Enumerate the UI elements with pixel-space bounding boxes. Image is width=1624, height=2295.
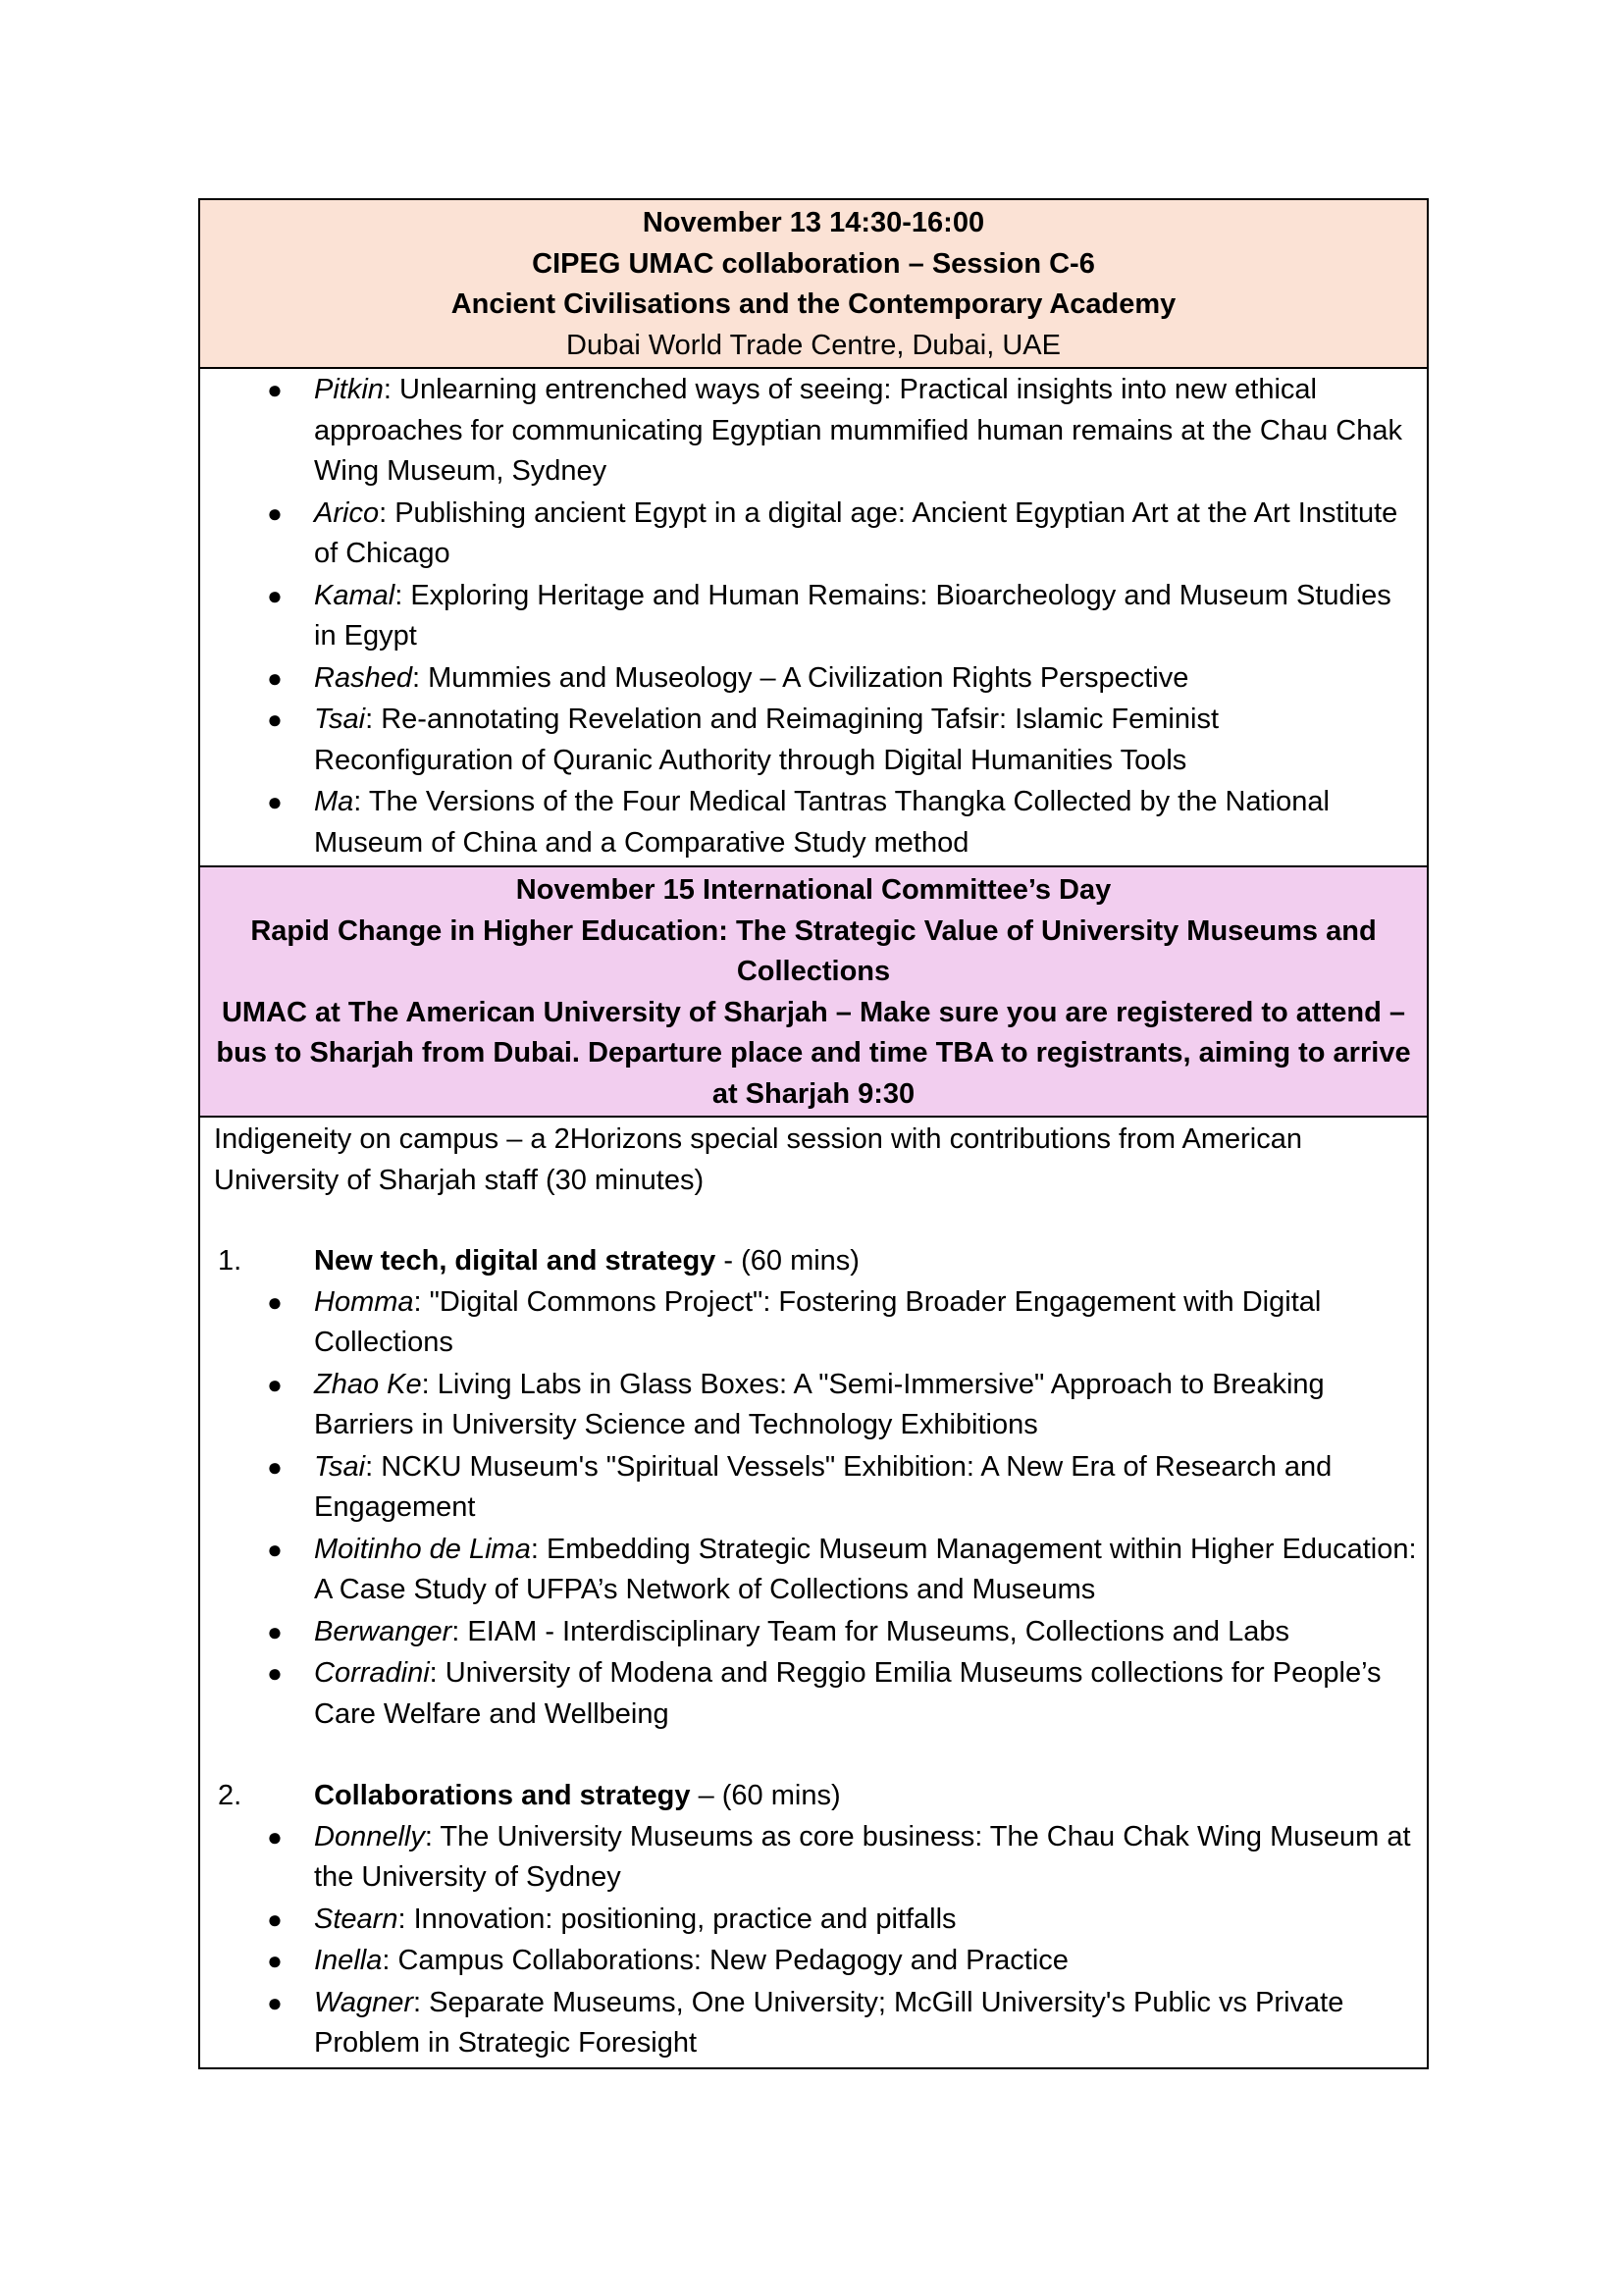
talk-speaker: Donnelly bbox=[314, 1820, 425, 1852]
talk-item bbox=[214, 1653, 1419, 1735]
talk-title: : Living Labs in Glass Boxes: A "Semi-Immersive" Approach to Breaking Barriers in University Science and Technology Exhibitions bbox=[314, 1368, 1325, 1440]
talk-speaker: Arico bbox=[314, 496, 380, 529]
session2-logistics: UMAC at The American University of Sharjah – Make sure you are registered to attend – bus to Sharjah from Dubai. Departure place and time TBA to registrants, aiming to arrive at Sharjah 9:30 bbox=[216, 996, 1411, 1110]
section2-talk-list bbox=[214, 1817, 1419, 2064]
talk-speaker: Homma bbox=[314, 1285, 414, 1318]
talk-title: : The Versions of the Four Medical Tantras Thangka Collected by the National Museum of China and a Comparative Study method bbox=[314, 786, 1330, 859]
session1-body bbox=[200, 369, 1427, 867]
section1-talk-list bbox=[214, 1282, 1419, 1736]
talk-item bbox=[214, 782, 1419, 863]
bullet-icon: ● bbox=[267, 1451, 283, 1482]
section-duration: - (60 mins) bbox=[715, 1245, 860, 1277]
talk-title: : Innovation: positioning, practice and pitfalls bbox=[397, 1903, 957, 1935]
session2-body bbox=[200, 1118, 1427, 2067]
section-number: 1. bbox=[218, 1245, 242, 1277]
talk-title: : University of Modena and Reggio Emilia Museums collections for People’s Care Welfare and Wellbeing bbox=[314, 1657, 1382, 1730]
talk-title: : Publishing ancient Egypt in a digital age: Ancient Egyptian Art at the Art Institute of Chicago bbox=[314, 496, 1398, 569]
section-heading bbox=[214, 1776, 1419, 1817]
session1-subtitle: Ancient Civilisations and the Contemporary Academy bbox=[450, 288, 1177, 320]
session1-header bbox=[200, 200, 1427, 369]
bullet-icon: ● bbox=[267, 662, 283, 693]
talk-item bbox=[214, 1365, 1419, 1446]
bullet-icon: ● bbox=[267, 375, 283, 404]
section-title: New tech, digital and strategy bbox=[314, 1245, 716, 1277]
bullet-icon: ● bbox=[267, 1946, 283, 1975]
section-heading bbox=[214, 1241, 1419, 1282]
talk-speaker: Corradini bbox=[314, 1657, 430, 1689]
talk-title: : Campus Collaborations: New Pedagogy and Practice bbox=[382, 1945, 1069, 1976]
session2-header bbox=[200, 867, 1427, 1118]
talk-speaker: Rashed bbox=[314, 661, 412, 694]
bullet-icon: ● bbox=[267, 704, 283, 734]
talk-item bbox=[214, 1900, 1419, 1941]
talk-speaker: Zhao Ke bbox=[314, 1368, 422, 1400]
schedule-table bbox=[198, 198, 1429, 2069]
session1-title: CIPEG UMAC collaboration – Session C-6 bbox=[532, 247, 1095, 280]
talk-title: : Mummies and Museology – A Civilization Rights Perspective bbox=[411, 661, 1189, 694]
talk-title: : Re-annotating Revelation and Reimagining Tafsir: Islamic Feminist Reconfiguration of Quranic Authority through Digital Humanities Tools bbox=[314, 704, 1219, 776]
talk-speaker: Berwanger bbox=[314, 1615, 452, 1647]
bullet-icon: ● bbox=[267, 1658, 283, 1688]
talk-item bbox=[214, 1282, 1419, 1364]
talk-title: : Unlearning entrenched ways of seeing: Practical insights into new ethical approaches for communicating Egyptian mummified human remains at the Chau Chak Wing Museum, Sydney bbox=[314, 374, 1402, 487]
session1-venue: Dubai World Trade Centre, Dubai, UAE bbox=[566, 329, 1061, 361]
bullet-icon: ● bbox=[267, 1369, 283, 1399]
bullet-icon: ● bbox=[267, 497, 283, 528]
session2-intro: Indigeneity on campus – a 2Horizons special session with contributions from American University of Sharjah staff (30 minutes) bbox=[214, 1123, 1302, 1196]
talk-speaker: Wagner bbox=[314, 1986, 414, 2018]
bullet-icon: ● bbox=[267, 1904, 283, 1934]
talk-item bbox=[214, 658, 1419, 700]
session1-date-time: November 13 14:30-16:00 bbox=[642, 207, 985, 238]
talk-item bbox=[214, 1941, 1419, 1982]
talk-title: : Separate Museums, One University; McGill University's Public vs Private Problem in Strategic Foresight bbox=[314, 1986, 1344, 2059]
bullet-icon: ● bbox=[267, 1987, 283, 2017]
session1-talk-list bbox=[214, 370, 1419, 863]
bullet-icon: ● bbox=[267, 580, 283, 610]
bullet-icon: ● bbox=[267, 1286, 283, 1317]
talk-speaker: Ma bbox=[314, 786, 354, 817]
talk-item bbox=[214, 1447, 1419, 1529]
talk-item bbox=[214, 700, 1419, 781]
talk-title: : "Digital Commons Project": Fostering Broader Engagement with Digital Collections bbox=[314, 1285, 1322, 1358]
spacer bbox=[214, 1736, 1419, 1776]
talk-item bbox=[214, 576, 1419, 657]
talk-item bbox=[214, 1983, 1419, 2064]
talk-speaker: Tsai bbox=[314, 704, 366, 735]
section-duration: – (60 mins) bbox=[690, 1780, 841, 1811]
talk-title: : Embedding Strategic Museum Management within Higher Education: A Case Study of UFPA’s Network of Collections and Museums bbox=[314, 1533, 1417, 1605]
talk-title: : The University Museums as core business: The Chau Chak Wing Museum at the University of Sydney bbox=[314, 1820, 1411, 1893]
talk-speaker: Inella bbox=[314, 1945, 383, 1976]
talk-speaker: Moitinho de Lima bbox=[314, 1533, 531, 1565]
talk-title: : Exploring Heritage and Human Remains: Bioarcheology and Museum Studies in Egypt bbox=[314, 579, 1391, 652]
talk-speaker: Tsai bbox=[314, 1450, 366, 1483]
bullet-icon: ● bbox=[267, 787, 283, 816]
spacer bbox=[214, 1201, 1419, 1241]
talk-title: : NCKU Museum's "Spiritual Vessels" Exhibition: A New Era of Research and Engagement bbox=[314, 1450, 1333, 1523]
bullet-icon: ● bbox=[267, 1616, 283, 1646]
talk-speaker: Kamal bbox=[314, 579, 395, 611]
bullet-icon: ● bbox=[267, 1821, 283, 1852]
section-title: Collaborations and strategy bbox=[314, 1780, 691, 1811]
talk-speaker: Pitkin bbox=[314, 374, 384, 405]
session2-theme: Rapid Change in Higher Education: The Strategic Value of University Museums and Collections bbox=[250, 914, 1377, 987]
talk-item bbox=[214, 1612, 1419, 1653]
talk-item bbox=[214, 1530, 1419, 1611]
bullet-icon: ● bbox=[267, 1534, 283, 1564]
talk-item bbox=[214, 494, 1419, 575]
talk-item bbox=[214, 1817, 1419, 1899]
section-number: 2. bbox=[218, 1780, 242, 1811]
talk-title: : EIAM - Interdisciplinary Team for Museums, Collections and Labs bbox=[451, 1615, 1289, 1647]
session2-day: November 15 International Committee’s Day bbox=[515, 874, 1112, 906]
talk-item bbox=[214, 370, 1419, 493]
talk-speaker: Stearn bbox=[314, 1903, 398, 1935]
